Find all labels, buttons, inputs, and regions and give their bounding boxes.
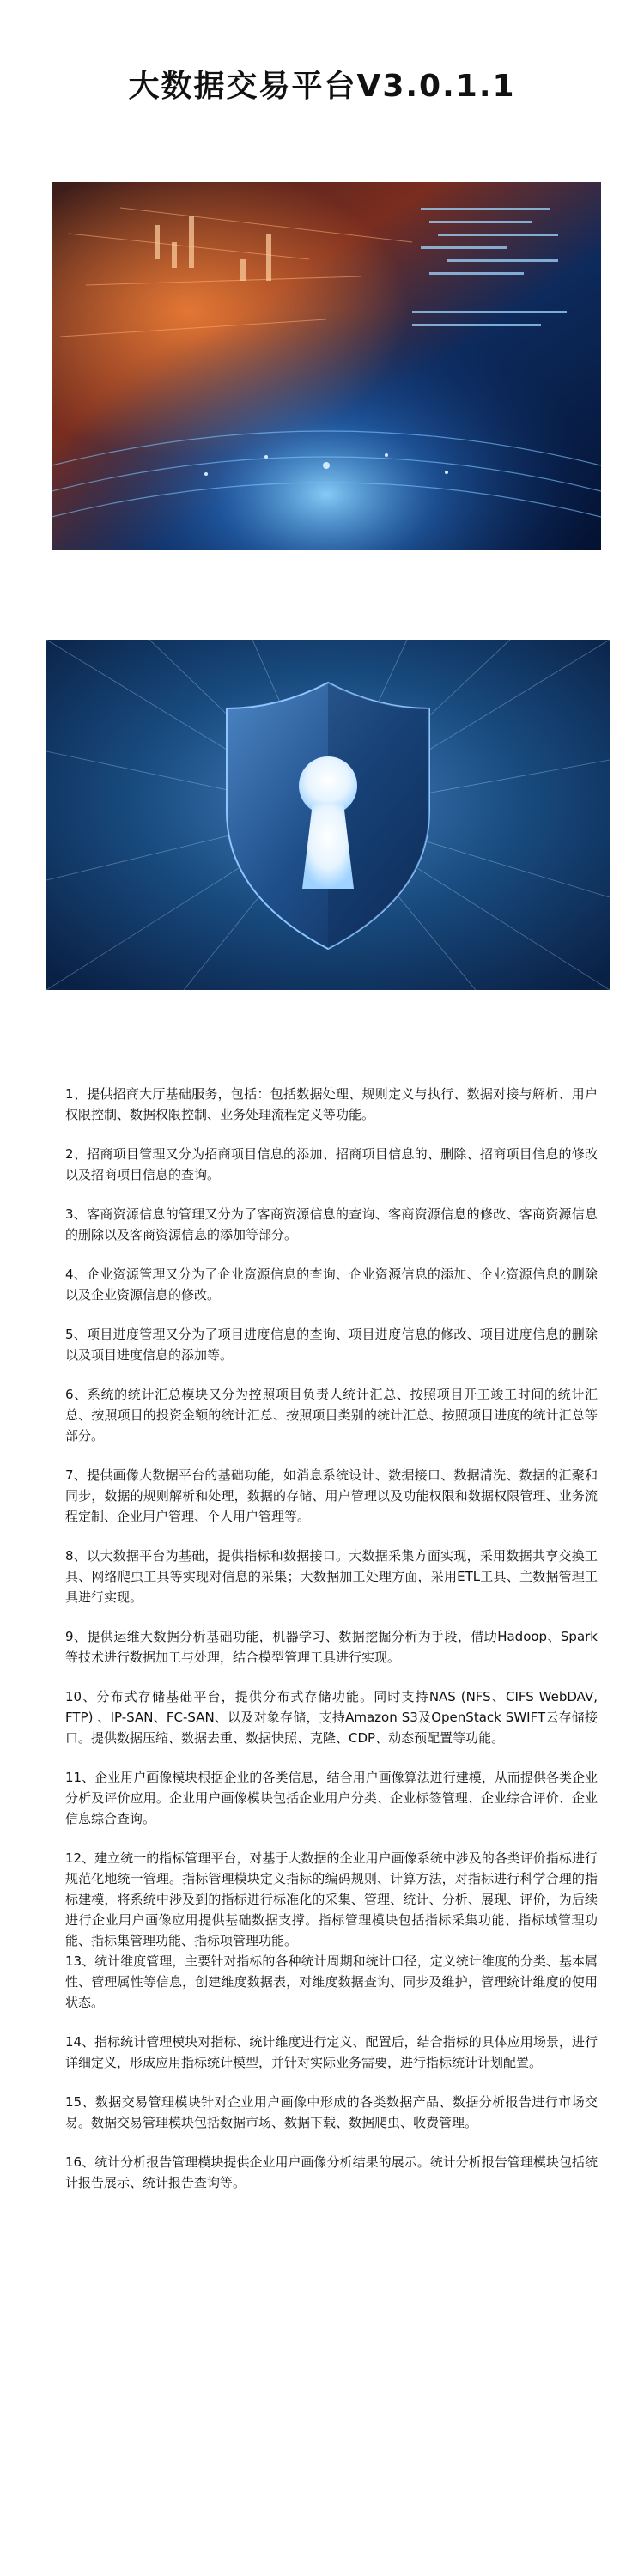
- paragraph-13: 13、统计维度管理，主要针对指标的各种统计周期和统计口径，定义统计维度的分类、基本属性、管理属性等信息，创建维度数据表，对维度数据查询、同步及维护，管理统计维度的使用状态。: [65, 1953, 598, 2010]
- paragraph-5: 5、项目进度管理又分为了项目进度信息的查询、项目进度信息的修改、项目进度信息的删除以及项目进度信息的添加等。: [65, 1327, 598, 1363]
- paragraph-3: 3、客商资源信息的管理又分为了客商资源信息的查询、客商资源信息的修改、客商资源信息的删除以及客商资源信息的添加等部分。: [65, 1206, 598, 1242]
- paragraph-4: 4、企业资源管理又分为了企业资源信息的查询、企业资源信息的添加、企业资源信息的删除以及企业资源信息的修改。: [65, 1267, 598, 1303]
- paragraph-6: 6、系统的统计汇总模块又分为控照项目负责人统计汇总、按照项目开工竣工时间的统计汇总、按照项目的投资金额的统计汇总、按照项目类别的统计汇总、按照项目进度的统计汇总等部分。: [65, 1387, 598, 1443]
- paragraph-12: 12、建立统一的指标管理平台，对基于大数据的企业用户画像系统中涉及的各类评价指标进行规范化地统一管理。指标管理模块定义指标的编码规则、计算方法，对指标进行科学合理的指标建模，将系统中涉及到的指标进行标准化的采集、管理、统计、分析、展现、评价，为后续进行企业用户画像应用提供基础数据支撑。指标管理模块包括指标采集功能、指标域管理功能、指标集管理功能、指标项管理功能。: [65, 1850, 598, 1948]
- paragraph-9: 9、提供运维大数据分析基础功能，机器学习、数据挖掘分析为手段，借助Hadoop、Spark等技术进行数据加工与处理，结合模型管理工具进行实现。: [65, 1629, 598, 1665]
- paragraph-2: 2、招商项目管理又分为招商项目信息的添加、招商项目信息的、删除、招商项目信息的修改以及招商项目信息的查询。: [65, 1146, 598, 1182]
- paragraph-1: 1、提供招商大厅基础服务，包括：包括数据处理、规则定义与执行、数据对接与解析、用户权限控制、数据权限控制、业务处理流程定义等功能。: [65, 1086, 598, 1122]
- paragraph-14: 14、指标统计管理模块对指标、统计维度进行定义、配置后，结合指标的具体应用场景，进行详细定义，形成应用指标统计模型，并针对实际业务需要，进行指标统计计划配置。: [65, 2034, 598, 2070]
- paragraph-15: 15、数据交易管理模块针对企业用户画像中形成的各类数据产品、数据分析报告进行市场交易。数据交易管理模块包括数据市场、数据下载、数据爬虫、收费管理。: [65, 2094, 598, 2130]
- page-title: 大数据交易平台V3.0.1.1: [128, 69, 516, 104]
- paragraph-8: 8、以大数据平台为基础，提供指标和数据接口。大数据采集方面实现，采用数据共享交换工具、网络爬虫工具等实现对信息的采集；大数据加工处理方面，采用ETL工具、主数据管理工具进行实现。: [65, 1548, 598, 1605]
- paragraph-7: 7、提供画像大数据平台的基础功能，如消息系统设计、数据接口、数据清洗、数据的汇聚和同步，数据的规则解析和处理，数据的存储、用户管理以及功能权限和数据权限管理、业务流程定制、企业用户管理、个人用户管理等。: [65, 1467, 598, 1524]
- feature-description-list: [65, 1084, 598, 2212]
- paragraph-10: 10、分布式存储基础平台，提供分布式存储功能。同时支持NAS (NFS、CIFS WebDAV, FTP) 、IP-SAN、FC-SAN、以及对象存储，支持Amazon S3及OpenStack SWIFT云存储接口。提供数据压缩、数据去重、数据快照、克隆、CDP、动态预配置等功能。: [65, 1689, 598, 1746]
- paragraph-16: 16、统计分析报告管理模块提供企业用户画像分析结果的展示。统计分析报告管理模块包括统计报告展示、统计报告查询等。: [65, 2154, 598, 2190]
- data-network-illustration: [52, 182, 601, 550]
- security-shield-illustration: [46, 640, 610, 990]
- paragraph-11: 11、企业用户画像模块根据企业的各类信息，结合用户画像算法进行建模，从而提供各类企业分析及评价应用。企业用户画像模块包括企业用户分类、企业标签管理、企业综合评价、企业信息综合查询。: [65, 1770, 598, 1826]
